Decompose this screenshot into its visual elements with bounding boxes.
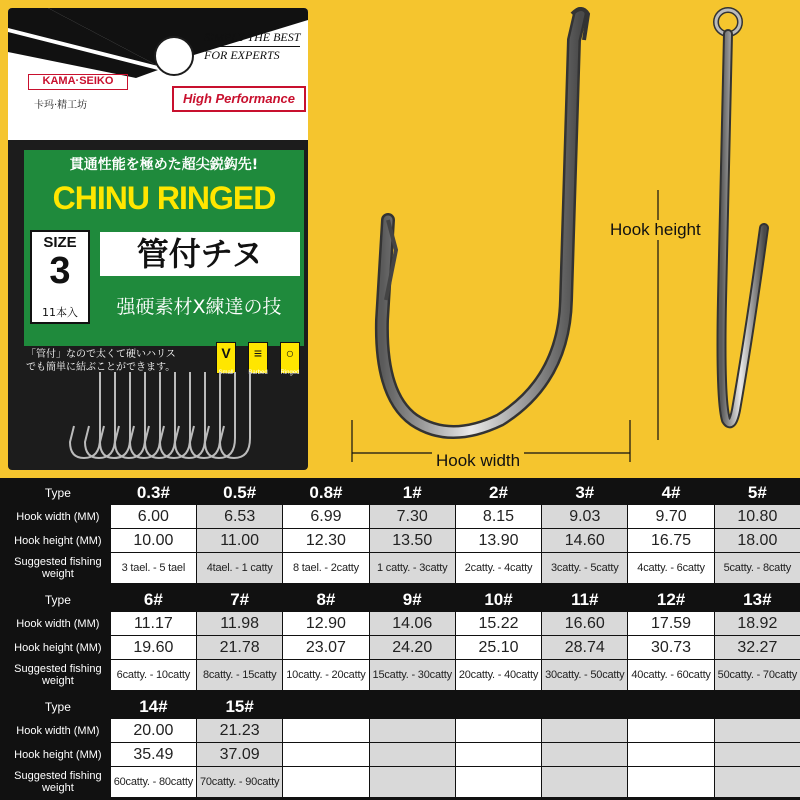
empty-cell — [456, 767, 541, 797]
width-cell: 7.30 — [370, 505, 455, 528]
row-label-weight: Suggested fishing weight — [6, 660, 110, 690]
row-label-type: Type — [6, 695, 110, 718]
empty-cell — [456, 719, 541, 742]
weight-cell: 50catty. - 70catty — [715, 660, 800, 690]
height-cell: 13.50 — [370, 529, 455, 552]
product-name: CHINU RINGED — [52, 180, 276, 216]
type-row — [6, 588, 800, 611]
table-group-1 — [6, 481, 800, 583]
empty-cell — [456, 743, 541, 766]
height-cell: 37.09 — [197, 743, 282, 766]
barbed-feature-icon: ≡ — [248, 342, 268, 374]
type-cell: 13# — [715, 588, 800, 611]
type-cell-empty — [370, 695, 455, 718]
front-hook-icon — [382, 9, 588, 432]
package-dot-graphic — [154, 36, 194, 76]
packaged-hooks-graphic — [48, 368, 298, 468]
height-cell: 25.10 — [456, 636, 541, 659]
width-cell: 10.80 — [715, 505, 800, 528]
empty-cell — [715, 767, 800, 797]
type-cell-empty — [715, 695, 800, 718]
empty-cell — [628, 719, 713, 742]
note-line-2: でも簡単に結ぶことができます。 — [26, 362, 176, 373]
table-group-2 — [6, 588, 800, 690]
height-cell: 18.00 — [715, 529, 800, 552]
row-label-weight: Suggested fishing weight — [6, 767, 110, 797]
type-cell: 14# — [111, 695, 196, 718]
weight-cell: 3catty. - 5catty — [542, 553, 627, 583]
size-spec-table — [0, 478, 800, 800]
empty-cell — [542, 743, 627, 766]
weight-cell: 5catty. - 8catty — [715, 553, 800, 583]
width-cell: 6.53 — [197, 505, 282, 528]
type-row — [6, 481, 800, 504]
jp-product-title: 管付チヌ — [100, 232, 300, 276]
small-feature-icon: V — [216, 342, 236, 374]
weight-cell: 70catty. - 90catty — [197, 767, 282, 797]
width-cell: 20.00 — [111, 719, 196, 742]
weight-cell: 6catty. - 10catty — [111, 660, 196, 690]
weight-cell: 8 tael. - 2catty — [283, 553, 368, 583]
type-cell: 7# — [197, 588, 282, 611]
height-cell: 35.49 — [111, 743, 196, 766]
type-cell: 12# — [628, 588, 713, 611]
width-cell: 14.06 — [370, 612, 455, 635]
width-cell: 16.60 — [542, 612, 627, 635]
slogan-divider — [204, 46, 300, 47]
height-cell: 13.90 — [456, 529, 541, 552]
type-cell: 4# — [628, 481, 713, 504]
height-cell: 19.60 — [111, 636, 196, 659]
weight-cell: 1 catty. - 3catty — [370, 553, 455, 583]
hook-height-label: Hook height — [606, 220, 705, 240]
type-cell: 15# — [197, 695, 282, 718]
feature-caption-ringed: Ringed — [280, 370, 300, 376]
feature-caption-small: Small — [218, 370, 234, 376]
size-box — [30, 230, 90, 324]
width-cell: 6.00 — [111, 505, 196, 528]
hook-package — [8, 8, 308, 470]
hook-count: 11本入 — [42, 306, 78, 319]
height-row — [6, 636, 800, 659]
weight-cell: 10catty. - 20catty — [283, 660, 368, 690]
height-cell: 23.07 — [283, 636, 368, 659]
weight-row — [6, 660, 800, 690]
empty-cell — [542, 767, 627, 797]
size-label: SIZE — [43, 234, 77, 251]
type-cell: 1# — [370, 481, 455, 504]
weight-cell: 3 tael. - 5 tael — [111, 553, 196, 583]
type-cell-empty — [283, 695, 368, 718]
empty-cell — [715, 743, 800, 766]
width-row — [6, 505, 800, 528]
height-row — [6, 743, 800, 766]
type-cell: 8# — [283, 588, 368, 611]
height-cell: 14.60 — [542, 529, 627, 552]
weight-cell: 20catty. - 40catty — [456, 660, 541, 690]
slogan-line-1: SIMPLY THE BEST — [204, 30, 301, 44]
type-cell-empty — [542, 695, 627, 718]
weight-cell: 2catty. - 4catty — [456, 553, 541, 583]
width-cell: 15.22 — [456, 612, 541, 635]
height-cell: 12.30 — [283, 529, 368, 552]
type-cell-empty — [628, 695, 713, 718]
empty-cell — [628, 767, 713, 797]
width-cell: 21.23 — [197, 719, 282, 742]
width-cell: 17.59 — [628, 612, 713, 635]
row-label-type: Type — [6, 588, 110, 611]
height-cell: 32.27 — [715, 636, 800, 659]
brand-logo: KAMA·SEIKO — [28, 74, 128, 90]
height-cell: 16.75 — [628, 529, 713, 552]
ringed-feature-icon: ○ — [280, 342, 300, 374]
weight-cell: 4tael. - 1 catty — [197, 553, 282, 583]
jp-tagline: 貫通性能を極めた超尖鋭鈎先! — [69, 157, 259, 173]
cn-subtitle: 强硬素材X練達の技 — [116, 296, 282, 318]
weight-cell: 15catty. - 30catty — [370, 660, 455, 690]
row-label-height: Hook height (MM) — [6, 743, 110, 766]
hook-width-label: Hook width — [432, 451, 524, 471]
empty-cell — [370, 743, 455, 766]
width-row — [6, 612, 800, 635]
height-cell: 10.00 — [111, 529, 196, 552]
width-cell: 9.03 — [542, 505, 627, 528]
type-cell: 2# — [456, 481, 541, 504]
empty-cell — [283, 743, 368, 766]
row-label-width: Hook width (MM) — [6, 719, 110, 742]
type-cell: 0.3# — [111, 481, 196, 504]
type-cell: 0.8# — [283, 481, 368, 504]
empty-cell — [283, 767, 368, 797]
type-cell: 10# — [456, 588, 541, 611]
side-hook-icon — [716, 10, 764, 423]
empty-cell — [283, 719, 368, 742]
width-row — [6, 719, 800, 742]
width-cell: 8.15 — [456, 505, 541, 528]
weight-row — [6, 553, 800, 583]
table-group-3 — [6, 695, 800, 797]
height-cell: 21.78 — [197, 636, 282, 659]
width-cell: 18.92 — [715, 612, 800, 635]
row-label-width: Hook width (MM) — [6, 505, 110, 528]
row-label-weight: Suggested fishing weight — [6, 553, 110, 583]
row-label-height: Hook height (MM) — [6, 529, 110, 552]
weight-row — [6, 767, 800, 797]
performance-badge: High Performance — [172, 86, 306, 112]
hook-diagram — [330, 0, 800, 478]
type-cell: 0.5# — [197, 481, 282, 504]
type-row — [6, 695, 800, 718]
weight-cell: 60catty. - 80catty — [111, 767, 196, 797]
brand-subtitle: 卡玛·精工坊 — [34, 100, 88, 111]
row-label-height: Hook height (MM) — [6, 636, 110, 659]
weight-cell: 30catty. - 50catty — [542, 660, 627, 690]
height-cell: 24.20 — [370, 636, 455, 659]
package-label-panel — [24, 150, 304, 346]
row-label-type: Type — [6, 481, 110, 504]
height-cell: 30.73 — [628, 636, 713, 659]
width-cell: 11.98 — [197, 612, 282, 635]
empty-cell — [542, 719, 627, 742]
empty-cell — [715, 719, 800, 742]
width-cell: 9.70 — [628, 505, 713, 528]
height-cell: 11.00 — [197, 529, 282, 552]
weight-cell: 8catty. - 15catty — [197, 660, 282, 690]
empty-cell — [370, 719, 455, 742]
note-line-1: 「管付」なので太くて硬いハリス — [26, 349, 176, 360]
width-cell: 11.17 — [111, 612, 196, 635]
width-cell: 6.99 — [283, 505, 368, 528]
type-cell: 3# — [542, 481, 627, 504]
height-row — [6, 529, 800, 552]
weight-cell: 4catty. - 6catty — [628, 553, 713, 583]
type-cell-empty — [456, 695, 541, 718]
size-value: 3 — [49, 250, 71, 292]
height-cell: 28.74 — [542, 636, 627, 659]
empty-cell — [370, 767, 455, 797]
row-label-width: Hook width (MM) — [6, 612, 110, 635]
type-cell: 5# — [715, 481, 800, 504]
width-cell: 12.90 — [283, 612, 368, 635]
type-cell: 11# — [542, 588, 627, 611]
slogan-line-2: FOR EXPERTS — [204, 48, 280, 62]
empty-cell — [628, 743, 713, 766]
weight-cell: 40catty. - 60catty — [628, 660, 713, 690]
feature-caption-barbed: Barbed — [248, 370, 268, 376]
type-cell: 9# — [370, 588, 455, 611]
type-cell: 6# — [111, 588, 196, 611]
